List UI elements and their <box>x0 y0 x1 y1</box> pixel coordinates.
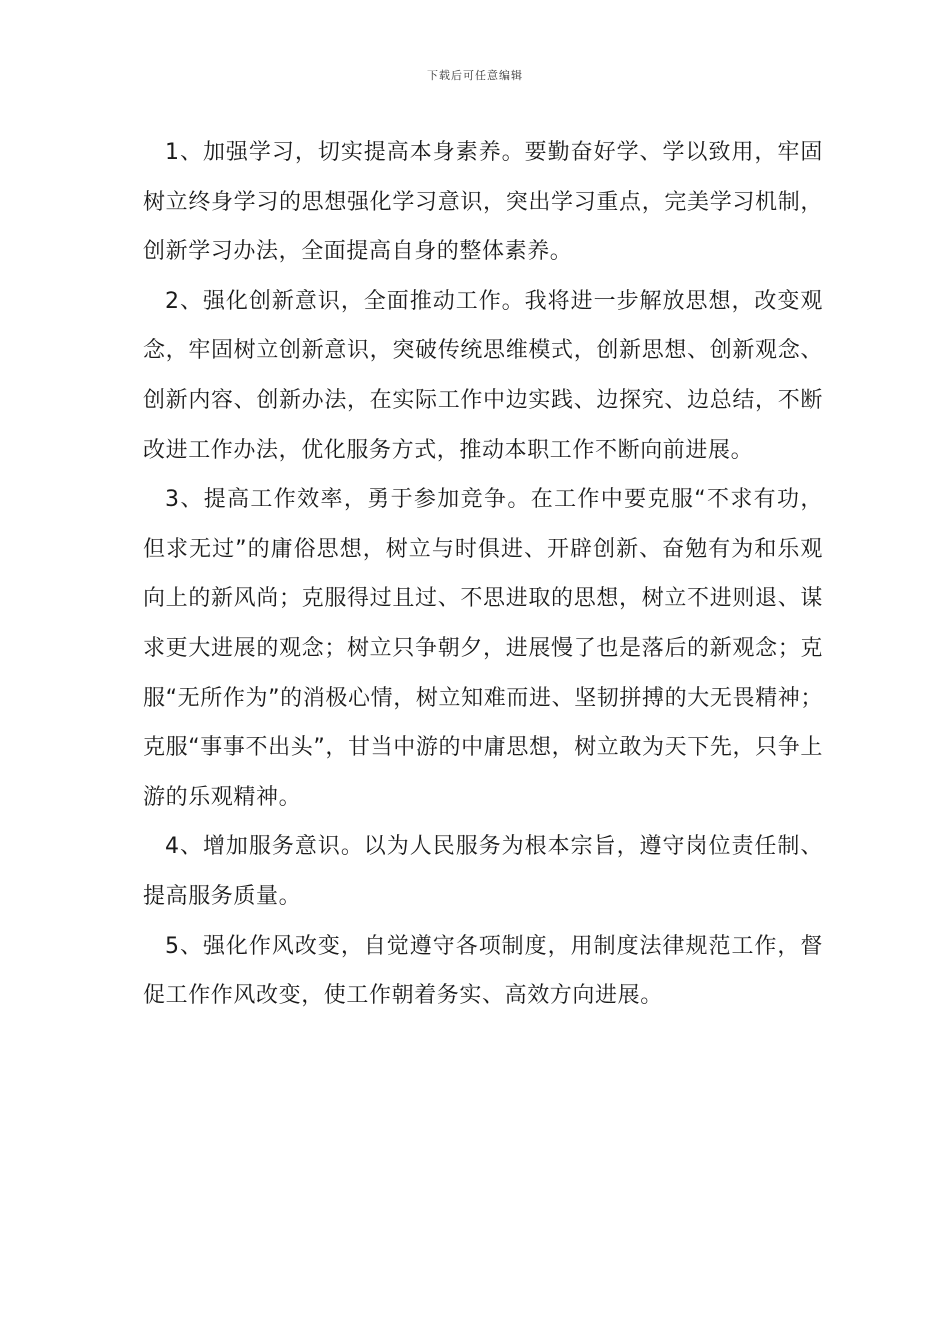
paragraph-4: 4、增加服务意识。以为人民服务为根本宗旨，遵守岗位责任制、提高服务质量。 <box>143 834 823 909</box>
paragraph-1: 1、加强学习，切实提高本身素养。要勤奋好学、学以致用，牢固树立终身学习的思想强化学习意识，突出学习重点，完美学习机制，创新学习办法，全面提高自身的整体素养。 <box>143 140 823 265</box>
paragraph-5: 5、强化作风改变，自觉遵守各项制度，用制度法律规范工作，督促工作作风改变，使工作朝着务实、高效方向进展。 <box>143 933 823 1009</box>
paragraph-3: 3、提高工作效率，勇于参加竞争。在工作中要克服“不求有功，但求无过”的庸俗思想，树立与时俱进、开辟创新、奋勉有为和乐观向上的新风尚；克服得过且过、不思进取的思想，树立不进则退、谋求更大进展的观念；树立只争朝夕，进展慢了也是落后的新观念；克服“无所作为”的消极心情，树立知难而进、坚韧拼搏的大无畏精神；克服“事事不出头”，甘当中游的中庸思想，树立敢为天下先，只争上游的乐观精神。 <box>143 487 823 810</box>
page-header: 下载后可任意编辑 <box>427 69 523 82</box>
document-body <box>143 128 823 1021</box>
paragraph-2: 2、强化创新意识，全面推动工作。我将进一步解放思想，改变观念，牢固树立创新意识，突破传统思维模式，创新思想、创新观念、创新内容、创新办法，在实际工作中边实践、边探究、边总结，不断改进工作办法，优化服务方式，推动本职工作不断向前进展。 <box>143 288 823 463</box>
